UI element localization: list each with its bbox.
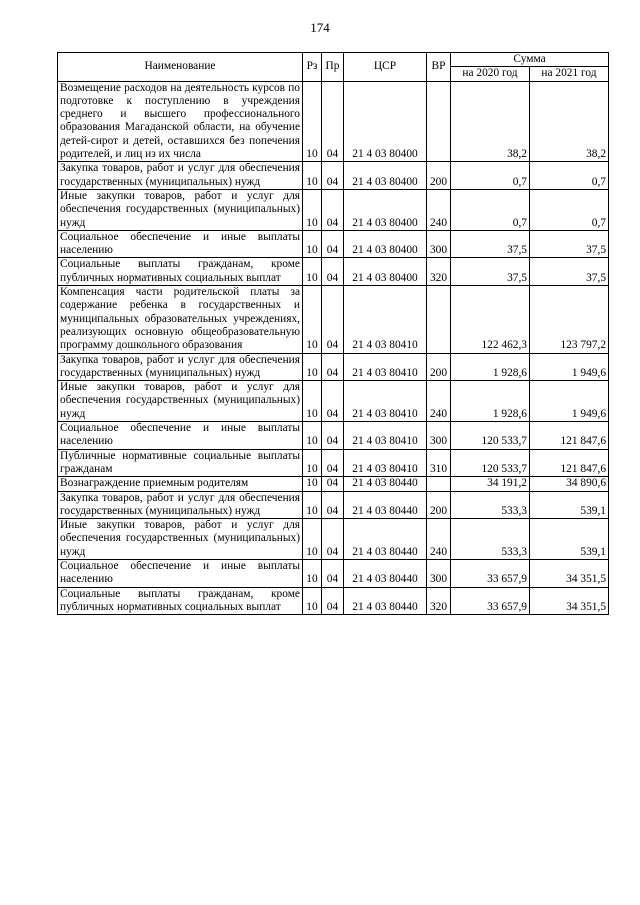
row-name: Иные закупки товаров, работ и услуг для обеспечения государственных (муниципальных) нужд [58,189,303,230]
row-name: Закупка товаров, работ и услуг для обеспечения государственных (муниципальных) нужд [58,353,303,381]
row-vr: 300 [427,230,451,258]
row-name: Возмещение расходов на деятельность курсов по подготовке к поступлению в учреждения среднего и высшего профессионального образования Магаданской области, на обучение детей-сирот и детей, оставшихся без попечения родителей, и лиц из их числа [58,81,303,162]
row-sum-2020: 37,5 [451,230,530,258]
row-sum-2020: 37,5 [451,258,530,286]
row-rz: 10 [303,230,322,258]
row-csr: 21 4 03 80440 [344,519,427,560]
row-pr: 04 [322,422,344,450]
row-name: Социальные выплаты гражданам, кроме публичных нормативных социальных выплат [58,258,303,286]
row-sum-2021: 539,1 [530,519,609,560]
row-pr: 04 [322,491,344,519]
row-name: Социальное обеспечение и иные выплаты населению [58,230,303,258]
table-row [58,81,609,162]
header-row [58,53,609,67]
header-sum: Сумма [451,53,609,67]
row-name: Социальное обеспечение и иные выплаты населению [58,422,303,450]
row-rz: 10 [303,353,322,381]
row-sum-2021: 539,1 [530,491,609,519]
row-vr: 240 [427,189,451,230]
row-sum-2020: 34 191,2 [451,477,530,491]
row-sum-2021: 38,2 [530,81,609,162]
row-sum-2021: 34 351,5 [530,559,609,587]
table-row [58,519,609,560]
row-pr: 04 [322,381,344,422]
table-row [58,230,609,258]
row-csr: 21 4 03 80440 [344,477,427,491]
row-vr: 300 [427,559,451,587]
row-sum-2020: 120 533,7 [451,422,530,450]
header-year-2020: на 2020 год [451,67,530,81]
row-csr: 21 4 03 80400 [344,189,427,230]
row-sum-2020: 122 462,3 [451,286,530,353]
row-csr: 21 4 03 80400 [344,258,427,286]
table-row [58,162,609,190]
row-csr: 21 4 03 80410 [344,353,427,381]
row-rz: 10 [303,449,322,477]
row-vr: 300 [427,422,451,450]
page-number: 174 [310,20,330,35]
row-rz: 10 [303,189,322,230]
header-year-2021: на 2021 год [530,67,609,81]
row-csr: 21 4 03 80410 [344,286,427,353]
table-row [58,477,609,491]
row-vr: 310 [427,449,451,477]
table-row [58,381,609,422]
row-name: Публичные нормативные социальные выплаты гражданам [58,449,303,477]
row-pr: 04 [322,258,344,286]
table-row [58,449,609,477]
row-pr: 04 [322,189,344,230]
row-name: Закупка товаров, работ и услуг для обеспечения государственных (муниципальных) нужд [58,491,303,519]
row-sum-2021: 123 797,2 [530,286,609,353]
row-pr: 04 [322,587,344,615]
row-rz: 10 [303,587,322,615]
row-rz: 10 [303,286,322,353]
header-rz: Рз [303,53,322,82]
row-name: Вознаграждение приемным родителям [58,477,303,491]
row-sum-2021: 121 847,6 [530,449,609,477]
row-csr: 21 4 03 80410 [344,449,427,477]
row-pr: 04 [322,449,344,477]
row-vr: 320 [427,258,451,286]
row-rz: 10 [303,81,322,162]
header-csr: ЦСР [344,53,427,82]
table-row [58,258,609,286]
table-row [58,422,609,450]
row-rz: 10 [303,559,322,587]
row-pr: 04 [322,559,344,587]
row-pr: 04 [322,353,344,381]
row-sum-2021: 1 949,6 [530,353,609,381]
header-pr: Пр [322,53,344,82]
row-pr: 04 [322,286,344,353]
row-name: Социальные выплаты гражданам, кроме публичных нормативных социальных выплат [58,587,303,615]
table-row [58,587,609,615]
table-row [58,353,609,381]
row-rz: 10 [303,258,322,286]
row-csr: 21 4 03 80410 [344,422,427,450]
row-pr: 04 [322,230,344,258]
row-sum-2021: 0,7 [530,162,609,190]
row-vr: 200 [427,162,451,190]
row-csr: 21 4 03 80400 [344,162,427,190]
row-rz: 10 [303,491,322,519]
row-csr: 21 4 03 80440 [344,491,427,519]
row-sum-2021: 34 890,6 [530,477,609,491]
header-name: Наименование [58,53,303,82]
row-csr: 21 4 03 80400 [344,230,427,258]
row-name: Иные закупки товаров, работ и услуг для обеспечения государственных (муниципальных) нужд [58,381,303,422]
row-sum-2021: 121 847,6 [530,422,609,450]
row-name: Иные закупки товаров, работ и услуг для обеспечения государственных (муниципальных) нужд [58,519,303,560]
table-row [58,559,609,587]
row-rz: 10 [303,422,322,450]
row-sum-2020: 1 928,6 [451,353,530,381]
row-sum-2021: 37,5 [530,230,609,258]
row-sum-2020: 33 657,9 [451,559,530,587]
row-pr: 04 [322,519,344,560]
row-pr: 04 [322,162,344,190]
row-vr: 200 [427,491,451,519]
row-vr [427,477,451,491]
row-csr: 21 4 03 80400 [344,81,427,162]
row-rz: 10 [303,381,322,422]
row-vr: 240 [427,381,451,422]
row-sum-2020: 533,3 [451,519,530,560]
table-row [58,286,609,353]
row-csr: 21 4 03 80410 [344,381,427,422]
row-pr: 04 [322,81,344,162]
row-sum-2020: 0,7 [451,189,530,230]
row-sum-2020: 120 533,7 [451,449,530,477]
row-sum-2021: 34 351,5 [530,587,609,615]
budget-table [57,52,609,615]
row-vr: 200 [427,353,451,381]
row-name: Социальное обеспечение и иные выплаты населению [58,559,303,587]
row-sum-2021: 0,7 [530,189,609,230]
row-sum-2021: 1 949,6 [530,381,609,422]
row-vr: 320 [427,587,451,615]
row-rz: 10 [303,162,322,190]
row-vr [427,81,451,162]
row-rz: 10 [303,519,322,560]
row-sum-2020: 1 928,6 [451,381,530,422]
row-sum-2020: 533,3 [451,491,530,519]
row-vr [427,286,451,353]
row-sum-2020: 38,2 [451,81,530,162]
row-name: Закупка товаров, работ и услуг для обеспечения государственных (муниципальных) нужд [58,162,303,190]
row-sum-2021: 37,5 [530,258,609,286]
row-sum-2020: 33 657,9 [451,587,530,615]
table-row [58,491,609,519]
row-csr: 21 4 03 80440 [344,559,427,587]
row-rz: 10 [303,477,322,491]
row-vr: 240 [427,519,451,560]
row-sum-2020: 0,7 [451,162,530,190]
row-pr: 04 [322,477,344,491]
row-name: Компенсация части родительской платы за содержание ребенка в государственных и муниципальных образовательных учреждениях, реализующих основную общеобразовательную программу дошкольного образования [58,286,303,353]
table-row [58,189,609,230]
header-vr: ВР [427,53,451,82]
row-csr: 21 4 03 80440 [344,587,427,615]
